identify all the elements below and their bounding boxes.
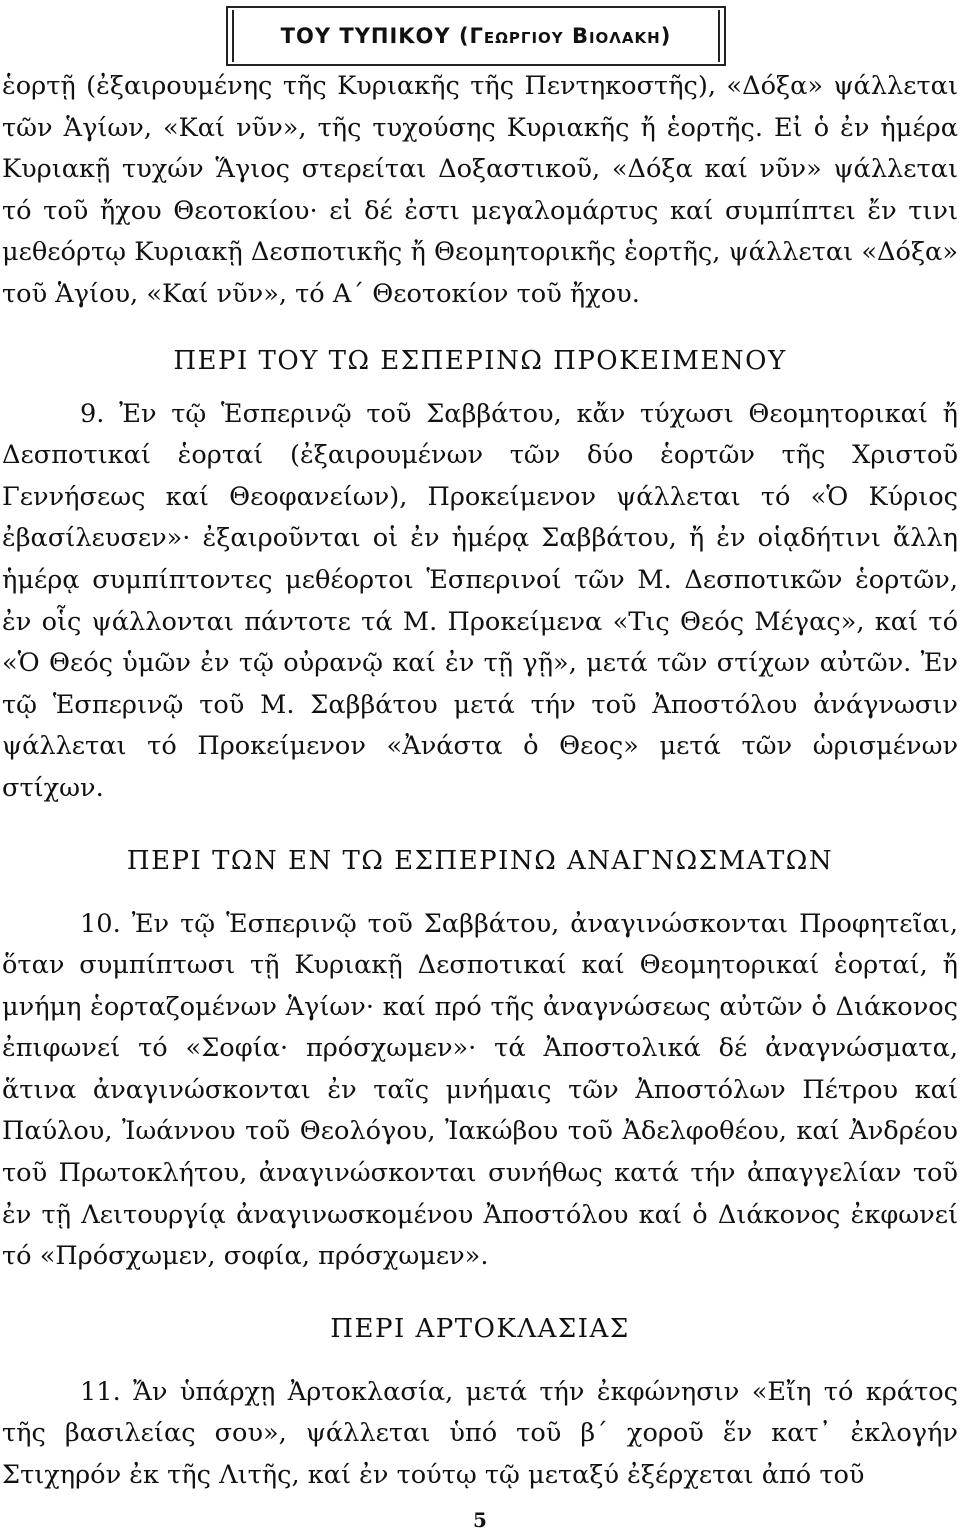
paragraph-10	[0, 904, 960, 1278]
section-heading-artoklasia: ΠΕΡΙ ΑΡΤΟΚΛΑΣΙΑΣ	[330, 1313, 630, 1344]
paragraph-text: Ἄν ὑπάρχῃ Ἀρτοκλασία, μετά τήν ἐκφώνησιν «Εἴη τό κράτος τῆς βασιλείας σου», ψάλλεται ὑπό τοῦ β΄ χοροῦ ἕν κατ᾿ ἐκλογήν Στιχηρόν ἐκ τῆς Λιτῆς, καί ἐν τούτῳ τῷ μεταξύ ἐξέρχεται ἀπό τοῦ	[2, 1376, 958, 1491]
section-heading-readings: ΠΕΡΙ ΤΩΝ ΕΝ ΤΩ ΕΣΠΕΡΙΝΩ ΑΝΑΓΝΩΣΜΑΤΩΝ	[126, 845, 834, 876]
paragraph-9	[0, 394, 960, 810]
header-title-line	[226, 6, 726, 66]
section-heading-prokeimenon: ΠΕΡΙ ΤΟΥ ΤΩ ΕΣΠΕΡΙΝΩ ΠΡΟΚΕΙΜΕΝΟΥ	[173, 345, 787, 376]
header-title: ΤΟΥ ΤΥΠΙΚΟΥ	[280, 24, 451, 48]
page-body	[0, 66, 960, 1497]
paragraph-number: 9.	[80, 398, 105, 429]
running-header	[226, 6, 726, 66]
page-number: 5	[473, 1508, 487, 1532]
paragraph-number: 11.	[80, 1376, 121, 1407]
paragraph-text: Ἐν τῷ Ἑσπερινῷ τοῦ Σαββάτου, ἀναγινώσκονται Προφητεῖαι, ὅταν συμπίπτωσι τῇ Κυριακῇ Δεσποτικαί καί Θεομητορικαί ἑορταί, ἤ μνήμη ἑορταζομένων Ἁγίων· καί πρό τῆς ἀναγνώσεως αὐτῶν ὁ Διάκονος ἐπιφωνεί τό «Σοφία· πρόσχωμεν»· τά Ἀποστολικά δέ ἀναγνώσματα, ἅτινα ἀναγινώσκονται ἐν ταῖς μνήμαις τῶν Ἀποστόλων Πέτρου καί Παύλου, Ἰωάννου τοῦ Θεολόγου, Ἰακώβου τοῦ Ἀδελφοθέου, καί Ἀνδρέου τοῦ Πρωτοκλήτου, ἀναγινώσκονται συνήθως κατά τήν ἀπαγγελίαν τοῦ ἐν τῇ Λειτουργίᾳ ἀναγινωσκομένου Ἀποστόλου καί ὁ Διάκονος ἐκφωνεί τό «Πρόσχωμεν, σοφία, πρόσχωμεν».	[2, 908, 959, 1272]
header-subtitle: (Γεωργιου Βιολακη)	[458, 24, 672, 48]
intro-paragraph: ἑορτῇ (ἐξαιρουμένης τῆς Κυριακῆς τῆς Πεντηκοστῆς), «Δόξα» ψάλλεται τῶν Ἁγίων, «Καί νῦν», τῆς τυχούσης Κυριακῆς ἤ ἑορτῆς. Εἰ ὁ ἐν ἡμέρα Κυριακῇ τυχών Ἅγιος στερείται Δοξαστικοῦ, «Δόξα καί νῦν» ψάλλεται τό τοῦ ἤχου Θεοτοκίου· εἰ δέ ἐστι μεγαλομάρτυς καί συμπίπτει ἔν τινι μεθεόρτῳ Κυριακῇ Δεσποτικῆς ἤ Θεομητορικῆς ἑορτῆς, ψάλλεται «Δόξα» τοῦ Ἁγίου, «Καί νῦν», τό Α΄ Θεοτοκίον τοῦ ἤχου.	[2, 71, 958, 309]
paragraph-text: Ἐν τῷ Ἑσπερινῷ τοῦ Σαββάτου, κἄν τύχωσι Θεομητορικαί ἤ Δεσποτικαί ἑορταί (ἐξαιρουμένων τῶν δύο ἑορτῶν τῆς Χριστοῦ Γεννήσεως καί Θεοφανείων), Προκείμενον ψάλλεται τό «Ὁ Κύριος ἐβασίλευσεν»· ἐξαιροῦνται οἱ ἐν ἡμέρᾳ Σαββάτου, ἤ ἐν οἱᾳδήτινι ἄλλη ἡμέρᾳ συμπίπτοντες μεθέορτοι Ἑσπερινοί τῶν Μ. Δεσποτικῶν ἑορτῶν, ἐν οἷς ψάλλονται πάντοτε τά Μ. Προκείμενα «Τις Θεός Μέγας», καί τό «Ὁ Θεός ὑμῶν ἐν τῷ οὐρανῷ καί ἐν τῇ γῇ», μετά τῶν στίχων αὐτῶν. Ἐν τῷ Ἑσπερινῷ τοῦ Μ. Σαββάτου μετά τήν τοῦ Ἀποστόλου ἀνάγνωσιν ψάλλεται τό Προκείμενον «Ἀνάστα ὁ Θεος» μετά τῶν ὡρισμένων στίχων.	[2, 398, 958, 803]
paragraph-number: 10.	[80, 908, 121, 939]
paragraph-11	[0, 1372, 960, 1497]
